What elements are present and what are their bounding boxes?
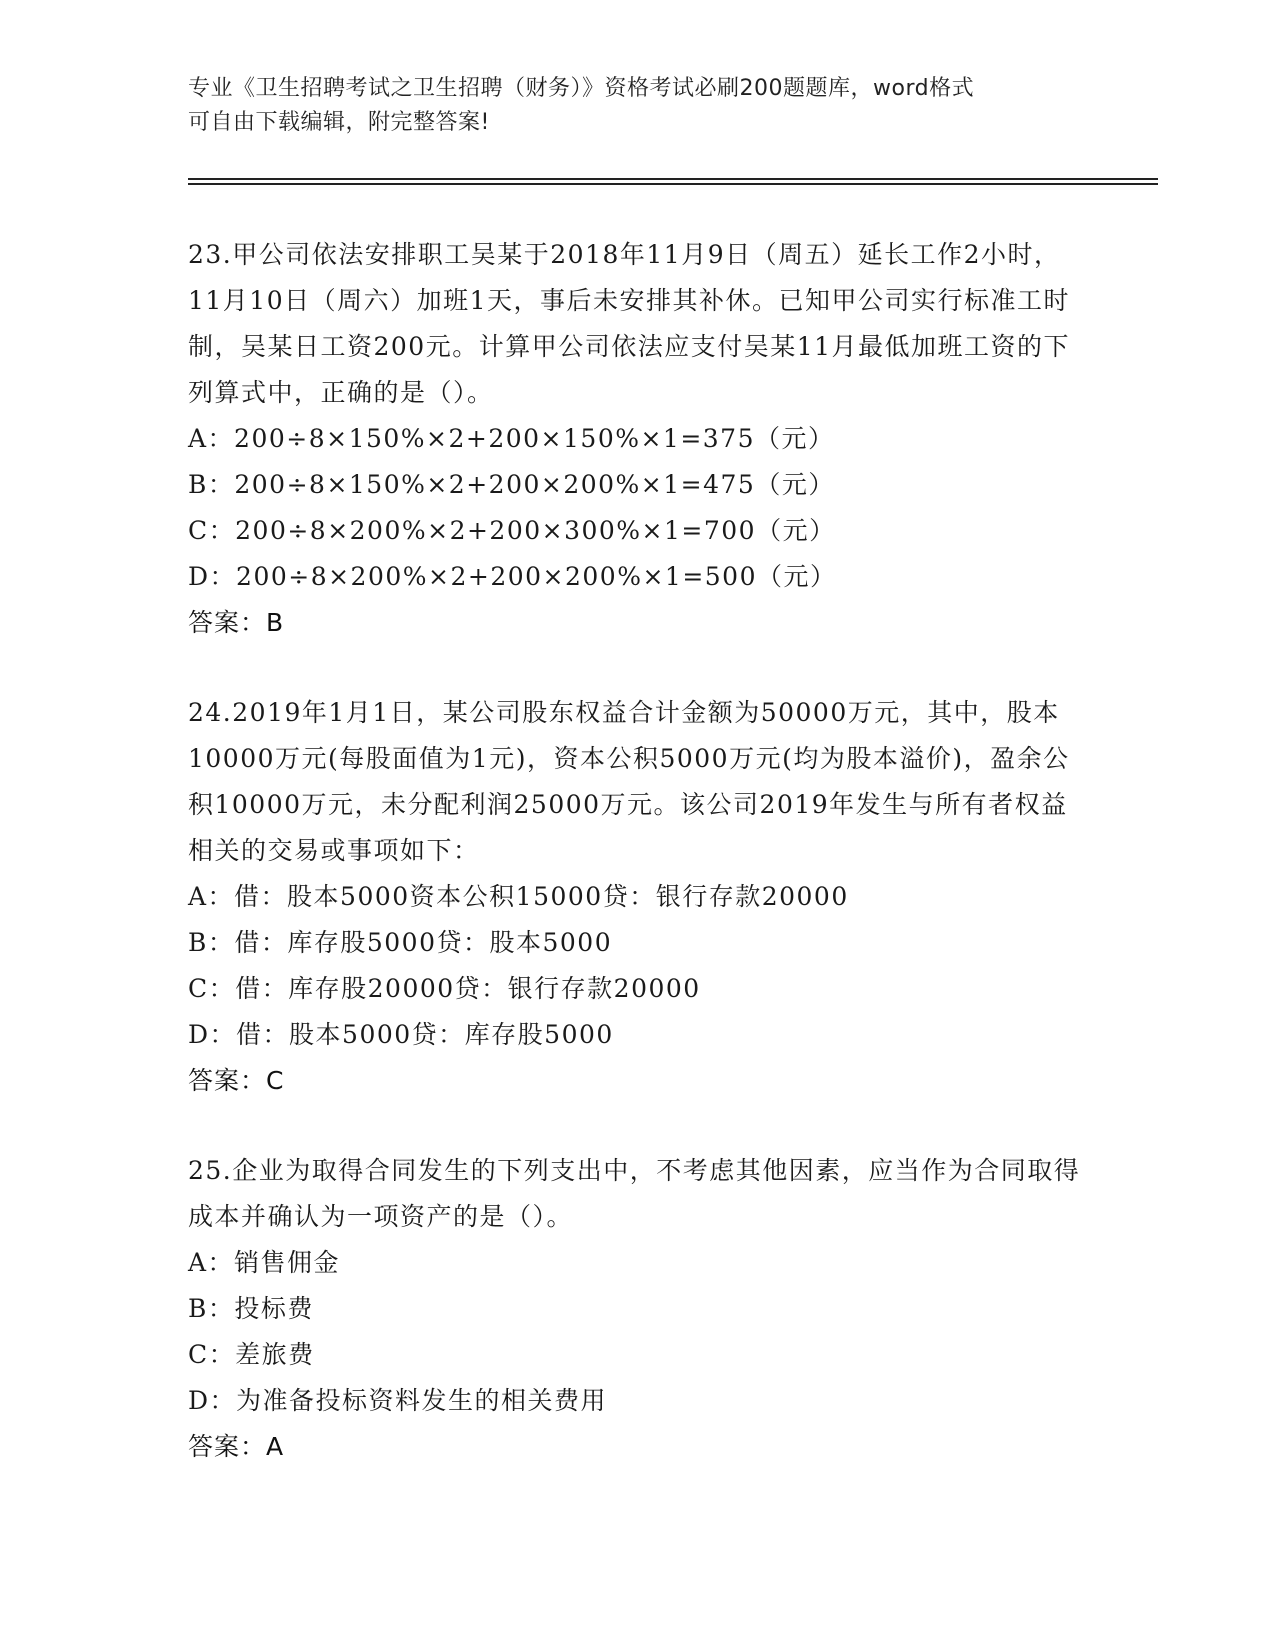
option-c: C：差旅费 <box>188 1340 315 1369</box>
document-header <box>188 72 1088 140</box>
header-divider-top <box>188 178 1158 180</box>
question-25 <box>188 1148 1088 1470</box>
question-24 <box>188 690 1088 1104</box>
option-d: D：借：股本5000贷：库存股5000 <box>188 1020 614 1049</box>
question-list <box>188 232 1088 1514</box>
option-b: B：200÷8×150%×2+200×200%×1=475（元） <box>188 470 835 499</box>
option-a: A：200÷8×150%×2+200×150%×1=375（元） <box>188 424 835 453</box>
question-stem: 23.甲公司依法安排职工吴某于2018年11月9日（周五）延长工作2小时，11月10日（周六）加班1天，事后未安排其补休。已知甲公司实行标准工时制，吴某日工资200元。计算甲公司依法应支付吴某11月最低加班工资的下列算式中，正确的是（）。 <box>188 240 1071 407</box>
option-a: A：销售佣金 <box>188 1248 341 1277</box>
answer: 答案：A <box>188 1432 285 1461</box>
question-23 <box>188 232 1088 646</box>
option-c: C：200÷8×200%×2+200×300%×1=700（元） <box>188 516 836 545</box>
option-d: D：为准备投标资料发生的相关费用 <box>188 1386 608 1415</box>
option-b: B：借：库存股5000贷：股本5000 <box>188 928 613 957</box>
question-stem: 24.2019年1月1日，某公司股东权益合计金额为50000万元，其中，股本10000万元(每股面值为1元)，资本公积5000万元(均为股本溢价)，盈余公积10000万元，未分配利润25000万元。该公司2019年发生与所有者权益相关的交易或事项如下： <box>188 698 1070 865</box>
option-c: C：借：库存股20000贷：银行存款20000 <box>188 974 701 1003</box>
option-a: A：借：股本5000资本公积15000贷：银行存款20000 <box>188 882 849 911</box>
option-b: B：投标费 <box>188 1294 314 1323</box>
header-line-1: 专业《卫生招聘考试之卫生招聘（财务）》资格考试必刷200题题库，word格式 <box>188 76 975 101</box>
answer: 答案：B <box>188 608 285 637</box>
header-line-2: 可自由下载编辑，附完整答案! <box>188 110 490 135</box>
question-stem: 25.企业为取得合同发生的下列支出中，不考虑其他因素，应当作为合同取得成本并确认为一项资产的是（）。 <box>188 1156 1081 1231</box>
header-divider-bottom <box>188 183 1158 185</box>
option-d: D：200÷8×200%×2+200×200%×1=500（元） <box>188 562 837 591</box>
answer: 答案：C <box>188 1066 285 1095</box>
